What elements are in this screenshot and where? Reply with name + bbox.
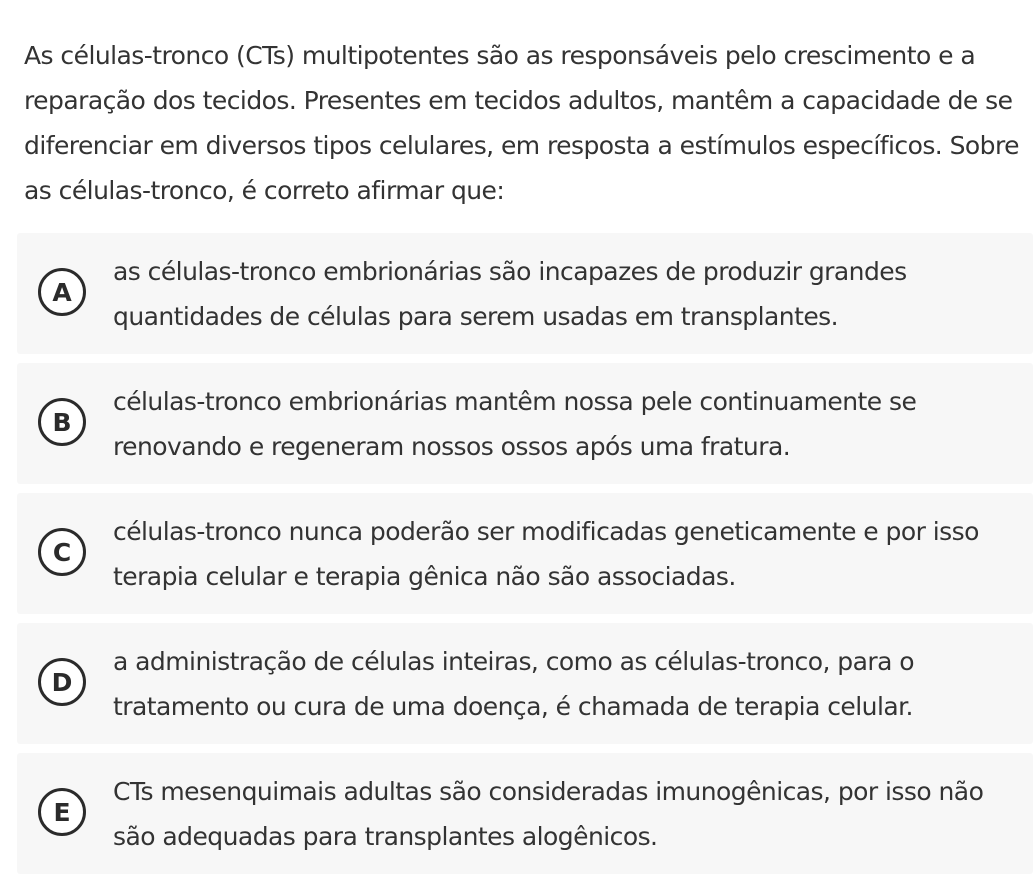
option-c[interactable] bbox=[17, 493, 1033, 614]
option-a[interactable] bbox=[17, 233, 1033, 354]
option-letter-c[interactable]: C bbox=[38, 528, 86, 576]
option-letter-b[interactable]: B bbox=[38, 398, 86, 446]
option-letter-e[interactable]: E bbox=[38, 788, 86, 836]
question-text: As células-tronco (CTs) multipotentes são as responsáveis pelo crescimento e a reparação dos tecidos. Presentes em tecidos adultos, mantêm a capacidade de se diferenciar em diversos tipos celulares, em resposta a estímulos específicos. Sobre as células-tronco, é correto afirmar que: bbox=[24, 41, 1019, 205]
option-text-d[interactable]: a administração de células inteiras, como as células-tronco, para o tratamento ou cura de uma doença, é chamada de terapia celular. bbox=[113, 647, 915, 721]
option-e[interactable] bbox=[17, 753, 1033, 874]
option-letter-d[interactable]: D bbox=[38, 658, 86, 706]
option-text-a[interactable]: as células-tronco embrionárias são incapazes de produzir grandes quantidades de células para serem usadas em transplantes. bbox=[113, 257, 907, 331]
answer-options bbox=[17, 233, 1033, 883]
option-text-c[interactable]: células-tronco nunca poderão ser modificadas geneticamente e por isso terapia celular e terapia gênica não são associadas. bbox=[113, 517, 979, 591]
option-b[interactable] bbox=[17, 363, 1033, 484]
option-text-e[interactable]: CTs mesenquimais adultas são consideradas imunogênicas, por isso não são adequadas para transplantes alogênicos. bbox=[113, 777, 984, 851]
option-text-b[interactable]: células-tronco embrionárias mantêm nossa pele continuamente se renovando e regeneram nossos ossos após uma fratura. bbox=[113, 387, 917, 461]
option-letter-a[interactable]: A bbox=[38, 268, 86, 316]
option-d[interactable] bbox=[17, 623, 1033, 744]
